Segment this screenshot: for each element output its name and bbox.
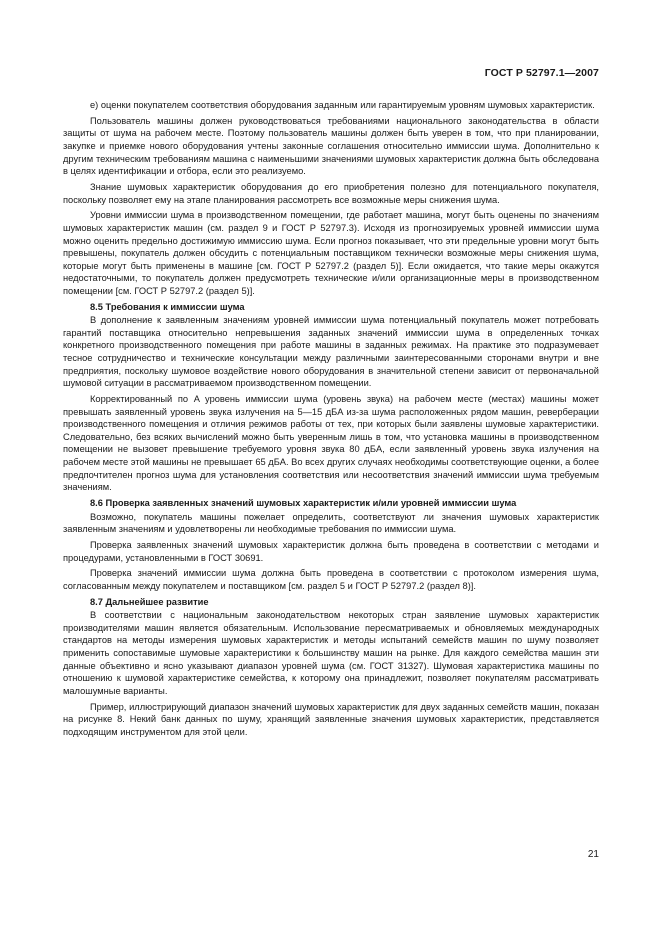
- document-body: [63, 99, 599, 742]
- paragraph: Возможно, покупатель машины пожелает определить, соответствуют ли значения шумовых характеристик заявленным значениям и удовлетворены ли необходимые требования по иммиссии шума.: [63, 511, 599, 535]
- paragraph: Проверка значений иммиссии шума должна быть проведена в соответствии с протоколом измерения шума, согласованным между покупателем и поставщиком [см. раздел 5 и ГОСТ Р 52797.2 (раздел 8)].: [63, 568, 599, 591]
- section-heading-8-7: 8.7 Дальнейшее развитие: [90, 596, 209, 607]
- section-heading-8-5: 8.5 Требования к иммиссии шума: [90, 301, 245, 312]
- paragraph: Уровни иммиссии шума в производственном помещении, где работает машина, могут быть оценены по значениям шумовых характеристик машин (см. раздел 9 и ГОСТ Р 52797.3). Исходя из прогнозируемых уровней иммиссии шума можно оценить предельно достижимую иммиссию шума. Если прогноз показывает, что эти предельные уровни могут быть превышены, покупатель должен обсудить с потенциальным поставщиком технически возможные меры снижения шума, которые могут быть применены в машине [см. ГОСТ Р 52797.2 (раздел 5)]. Если ожидается, что такие меры окажутся недостаточными, то покупатель должен предусмотреть технические и/или организационные меры в производственном помещении [см. ГОСТ Р 52797.2 (раздел 5)].: [63, 210, 599, 296]
- paragraph: Пользователь машины должен руководствоваться требованиями национального законодательства в области защиты от шума на рабочем месте. Поэтому пользователь машины должен быть уверен в том, что при планировании, закупке и приемке нового оборудования учтены законные соглашения относительно иммиссии шума. Дополнительно к другим техническим требованиям машина с наименьшими значениями шумовых характеристик должна быть обследована в целях идентификации и отбора, если это реализуемо.: [63, 115, 599, 177]
- paragraph: Знание шумовых характеристик оборудования до его приобретения полезно для потенциального покупателя, поскольку позволяет ему на этапе планирования рассмотреть все возможные меры снижения шума.: [63, 181, 599, 205]
- section-heading-8-6: 8.6 Проверка заявленных значений шумовых характеристик и/или уровней иммиссии шума: [90, 497, 517, 508]
- standard-number-header: ГОСТ Р 52797.1—2007: [484, 67, 599, 79]
- page-number: 21: [587, 849, 599, 860]
- paragraph: Корректированный по A уровень иммиссии шума (уровень звука) на рабочем месте (местах) машины может превышать заявленный уровень звука излучения на 5—15 дБA из-за шума расположенных рядом машин, реверберации производственного помещения и отличия режимов работы от тех, при которых были заявлены шумовые характеристики. Следовательно, без всяких вычислений можно быть уверенным лишь в том, что установка машины в производственном помещении не вызовет превышение требуемого уровня звука 80 дБA, если заявленный уровень звука излучения на рабочем месте этой машины не превышает 65 дБA. Во всех других случаях необходимы соответствующие оценки, а более предпочтителен прогноз шума для установления соответствия или несоответствия значений иммиссии шума требуемым значениям.: [63, 394, 599, 493]
- paragraph: Проверка заявленных значений шумовых характеристик должна быть проведена в соответствии с методами и процедурами, установленными в ГОСТ 30691.: [63, 539, 599, 563]
- paragraph: В соответствии с национальным законодательством некоторых стран заявление шумовых характеристик производителями машин является обязательным. Использование пересматриваемых и обновляемых международных стандартов на методы измерения шумовых характеристик и методы испытаний семейств машин по шуму позволяет применить сопоставимые шумовые характеристики к большинству машин на рынке. Для каждого семейства машин эти данные объективно и ясно указывают диапазон уровней шума (см. ГОСТ 31327). Шумовая характеристика машины по отношению к шумовой характеристике семейства, к которому она принадлежит, позволяет покупателям рассматривать малошумные варианты.: [63, 610, 599, 696]
- paragraph: В дополнение к заявленным значениям уровней иммиссии шума потенциальный покупатель может потребовать гарантий поставщика относительно непревышения заданных значений иммиссии шума в определенных точках конкретного производственного помещения при работе машины в заданных режимах. На практике это подразумевает тесное сотрудничество и технические консультации между различными заинтересованными сторонами внутри и вне предприятия, поскольку шумовое воздействие нового оборудования в значительной степени зависит от первоначальной шумовой ситуации в рассматриваемом производственном помещении.: [63, 315, 599, 389]
- paragraph: Пример, иллюстрирующий диапазон значений шумовых характеристик для двух заданных семейств машин, показан на рисунке 8. Некий банк данных по шуму, хранящий заявленные значения шумовых характеристик, представляется подходящим инструментом для этой цели.: [63, 701, 599, 737]
- paragraph: e) оценки покупателем соответствия оборудования заданным или гарантируемым уровням шумовых характеристик.: [90, 100, 595, 110]
